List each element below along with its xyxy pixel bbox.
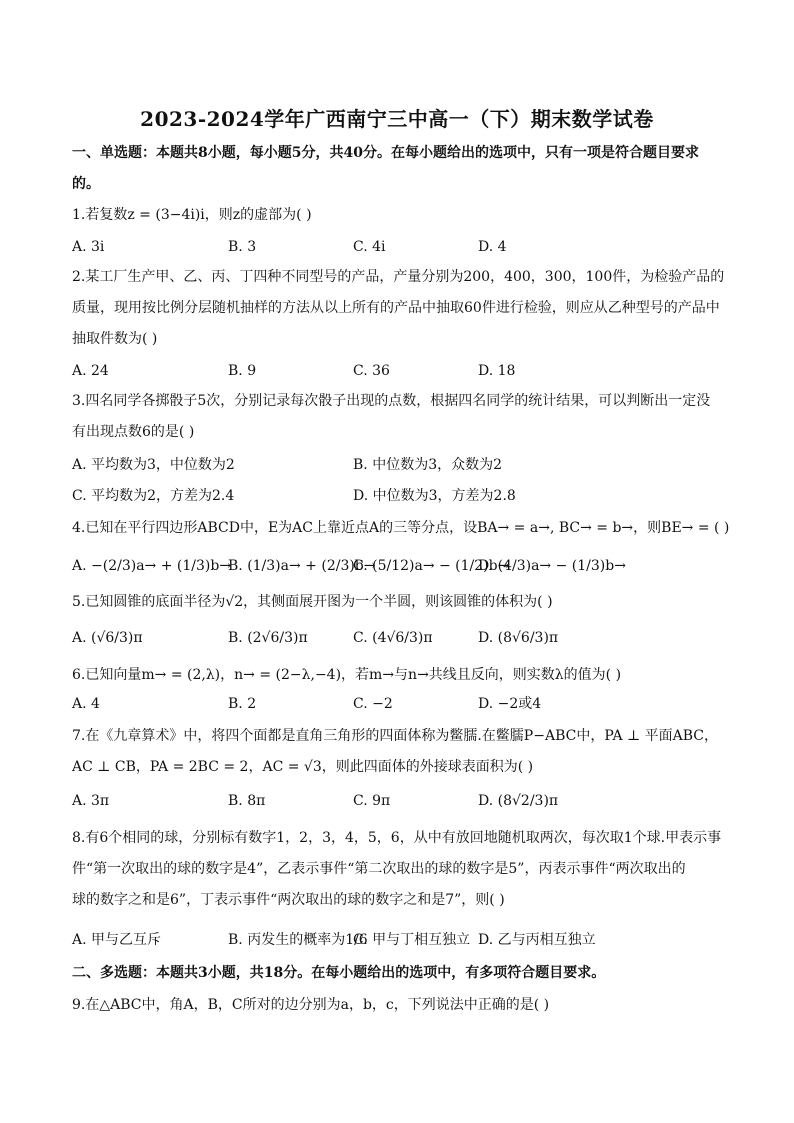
question-7-option-b[interactable]: B. 8π bbox=[228, 793, 266, 809]
question-8-line-2: 件“第一次取出的球的数字是4”，乙表示事件“第二次取出的球的数字是5”，丙表示事件“两次取出的 bbox=[72, 861, 686, 877]
question-3-option-a[interactable]: A. 平均数为3，中位数为2 bbox=[72, 457, 235, 473]
question-7-line-1: 7.在《九章算术》中，将四个面都是直角三角形的四面体称为鳖臑.在鳖臑P−ABC中，PA ⊥ 平面ABC， bbox=[72, 728, 719, 744]
question-8-option-a[interactable]: A. 甲与乙互斥 bbox=[72, 932, 162, 948]
question-3-options-row-2 bbox=[72, 485, 732, 507]
question-3-options-row-1 bbox=[72, 454, 732, 476]
section-2-header: 二、多选题：本题共3小题，共18分。在每小题给出的选项中，有多项符合题目要求。 bbox=[72, 965, 606, 981]
question-1-option-a[interactable]: A. 3i bbox=[72, 239, 105, 255]
question-6-stem: 6.已知向量m→ = (2,λ)，n→ = (2−λ,−4)，若m→与n→共线且反向，则实数λ的值为( ) bbox=[72, 667, 622, 683]
question-2-option-d[interactable]: D. 18 bbox=[478, 363, 516, 379]
question-7-stem bbox=[72, 721, 732, 783]
question-8-stem bbox=[72, 823, 732, 916]
question-2-option-b[interactable]: B. 9 bbox=[228, 363, 257, 379]
question-6-option-c[interactable]: C. −2 bbox=[353, 696, 393, 712]
question-2-options bbox=[72, 360, 732, 382]
question-9-stem: 9.在△ABC中，角A，B，C所对的边分别为a，b，c，下列说法中正确的是( ) bbox=[72, 997, 550, 1013]
question-2-line-1: 2.某工厂生产甲、乙、丙、丁四种不同型号的产品，产量分别为200，400，300，100件，为检验产品的 bbox=[72, 269, 725, 285]
question-4-stem: 4.已知在平行四边形ABCD中，E为AC上靠近点A的三等分点，设BA→ = a→, BC→ = b→，则BE→ = ( ) bbox=[72, 520, 730, 536]
question-8-option-c[interactable]: C. 甲与丁相互独立 bbox=[353, 932, 471, 948]
question-2-option-a[interactable]: A. 24 bbox=[72, 363, 109, 379]
question-1-option-c[interactable]: C. 4i bbox=[353, 239, 386, 255]
question-6-option-d[interactable]: D. −2或4 bbox=[478, 696, 542, 712]
question-7-option-a[interactable]: A. 3π bbox=[72, 793, 110, 809]
question-7-line-2: AC ⊥ CB，PA = 2BC = 2，AC = √3，则此四面体的外接球表面积为( ) bbox=[72, 759, 534, 775]
question-8-options bbox=[72, 929, 732, 951]
question-2-stem bbox=[72, 262, 732, 355]
question-5-option-a[interactable]: A. (√6/3)π bbox=[72, 630, 143, 646]
question-4-option-c[interactable]: C. (5/12)a→ − (1/2)b→ bbox=[353, 558, 510, 574]
question-5-stem: 5.已知圆锥的底面半径为√2，其侧面展开图为一个半圆，则该圆锥的体积为( ) bbox=[72, 594, 553, 610]
question-3-option-d[interactable]: D. 中位数为3，方差为2.8 bbox=[353, 488, 516, 504]
question-1-stem: 1.若复数z = (3−4i)i，则z的虚部为( ) bbox=[72, 207, 312, 223]
question-8-line-3: 球的数字之和是6”，丁表示事件“两次取出的球的数字之和是7”，则( ) bbox=[72, 892, 505, 908]
question-6-options bbox=[72, 693, 732, 715]
question-4-option-a[interactable]: A. −(2/3)a→ + (1/3)b→ bbox=[72, 558, 232, 574]
section-1-line-2: 的。 bbox=[72, 176, 100, 192]
question-3-option-b[interactable]: B. 中位数为3，众数为2 bbox=[353, 457, 503, 473]
question-6-option-b[interactable]: B. 2 bbox=[228, 696, 257, 712]
question-3-option-c[interactable]: C. 平均数为2，方差为2.4 bbox=[72, 488, 235, 504]
question-8-option-b[interactable]: B. 丙发生的概率为1/6 bbox=[228, 932, 368, 948]
section-1-line-1: 一、单选题：本题共8小题，每小题5分，共40分。在每小题给出的选项中，只有一项是符合题目要求 bbox=[72, 145, 699, 161]
question-7-option-d[interactable]: D. (8√2/3)π bbox=[478, 793, 559, 809]
question-8-option-d[interactable]: D. 乙与丙相互独立 bbox=[478, 932, 596, 948]
exam-title: 2023-2024学年广西南宁三中高一（下）期末数学试卷 bbox=[140, 107, 654, 131]
section-1-header bbox=[72, 138, 732, 200]
question-6-option-a[interactable]: A. 4 bbox=[72, 696, 100, 712]
question-3-line-1: 3.四名同学各掷骰子5次，分别记录每次骰子出现的点数，根据四名同学的统计结果，可以判断出一定没 bbox=[72, 393, 711, 409]
question-4-option-b[interactable]: B. (1/3)a→ + (2/3)b→ bbox=[228, 558, 376, 574]
question-1-option-d[interactable]: D. 4 bbox=[478, 239, 507, 255]
question-4-options bbox=[72, 555, 732, 577]
question-2-option-c[interactable]: C. 36 bbox=[353, 363, 390, 379]
question-8-line-1: 8.有6个相同的球，分别标有数字1，2，3，4，5，6，从中有放回地随机取两次，每次取1个球.甲表示事 bbox=[72, 830, 722, 846]
question-3-line-2: 有出现点数6的是( ) bbox=[72, 424, 195, 440]
question-2-line-3: 抽取件数为( ) bbox=[72, 331, 158, 347]
question-5-options bbox=[72, 627, 732, 649]
question-5-option-b[interactable]: B. (2√6/3)π bbox=[228, 630, 308, 646]
question-5-option-d[interactable]: D. (8√6/3)π bbox=[478, 630, 559, 646]
question-1-options bbox=[72, 236, 732, 258]
question-7-options bbox=[72, 790, 732, 812]
question-7-option-c[interactable]: C. 9π bbox=[353, 793, 391, 809]
question-1-option-b[interactable]: B. 3 bbox=[228, 239, 257, 255]
question-5-option-c[interactable]: C. (4√6/3)π bbox=[353, 630, 433, 646]
question-2-line-2: 质量，现用按比例分层随机抽样的方法从以上所有的产品中抽取60件进行检验，则应从乙种型号的产品中 bbox=[72, 300, 720, 316]
question-4-option-d[interactable]: D. (4/3)a→ − (1/3)b→ bbox=[478, 558, 626, 574]
question-3-stem bbox=[72, 386, 732, 448]
